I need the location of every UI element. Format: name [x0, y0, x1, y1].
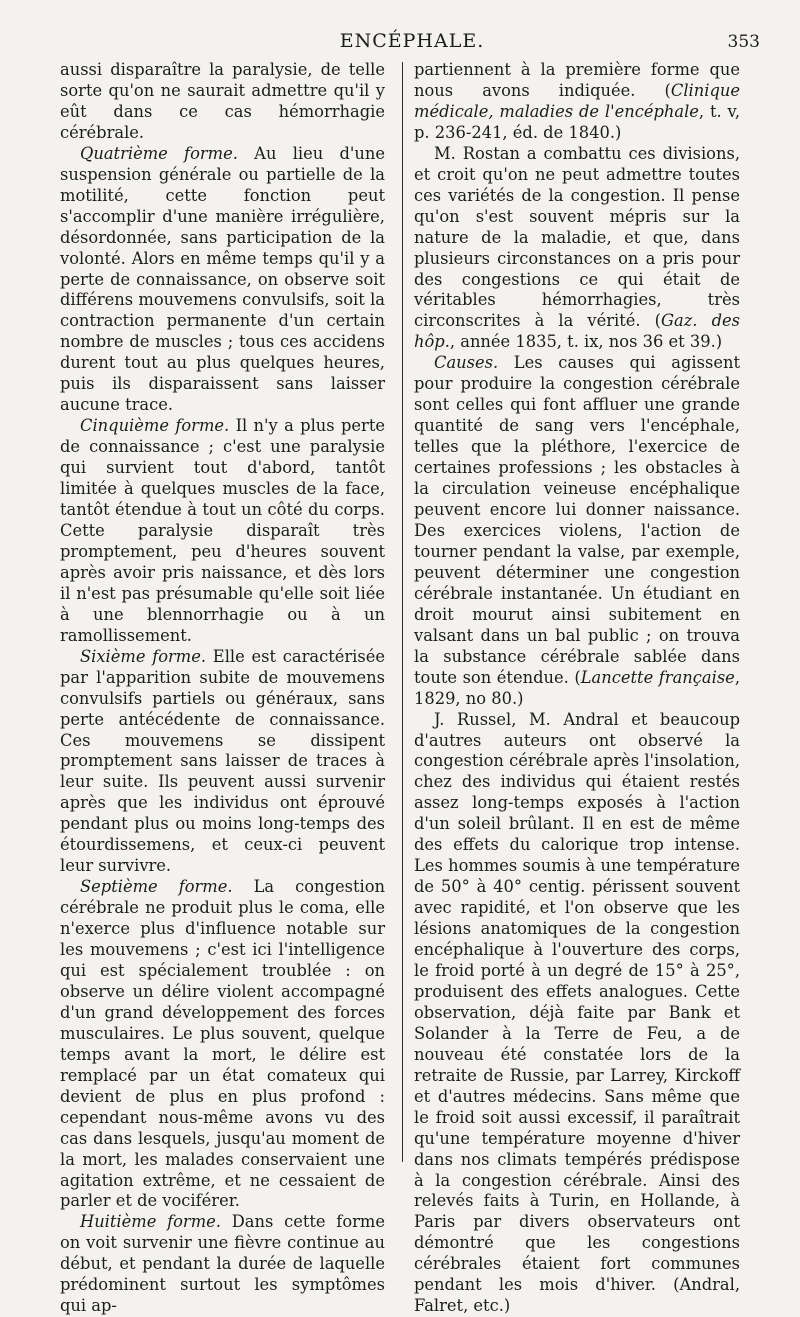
left-column	[60, 60, 385, 1317]
paragraph-text: Les causes qui agissent pour produire la congestion cérébrale sont celles qui font affluer une grande quantité de sang vers l'encéphale, telles que la pléthore, l'exercice de certaines professions ; les obstacles à la circulation veineuse encéphalique peuvent encore lui donner naissance. Des exercices violens, l'action de tourner pendant la valse, par exemple, peuvent déterminer une congestion cérébrale instantanée. Un étudiant en droit mourut ainsi subitement en valsant dans un bal public ; on trouva la substance cérébrale sablée dans toute son étendue. (	[414, 353, 740, 687]
paragraph-text: Dans cette forme on voit survenir une fièvre continue au début, et pendant la durée de laquelle prédominent surtout les symptômes qui ap-	[60, 1212, 385, 1316]
column-divider	[402, 62, 403, 1162]
left-paragraph	[60, 877, 385, 1212]
page-header	[60, 30, 764, 58]
paragraph-text: , t. v, p. 236-241, éd. de 1840.)	[414, 101, 741, 142]
paragraph-text: Il n'y a plus perte de connaissance ; c'est une paralysie qui survient tout d'abord, tantôt limitée à quelques muscles de la face, tantôt étendue à tout un côté du corps. Cette paralysie disparaît très promptement, peu d'heures souvent après avoir pris naissance, et dès lors il n'est pas présumable qu'elle soit liée à une blennorrhagie ou à un ramollissement.	[60, 416, 385, 645]
section-heading: Sixième forme.	[80, 646, 207, 666]
section-heading: Cinquième forme.	[80, 416, 230, 436]
right-paragraph	[414, 144, 740, 354]
right-paragraph	[414, 353, 740, 709]
right-paragraph	[414, 710, 740, 1317]
italic-reference: Clinique médicale, maladies de l'encéphale	[414, 80, 740, 121]
section-heading: Huitième forme.	[80, 1212, 221, 1232]
paragraph-text: J. Russel, M. Andral et beaucoup d'autres auteurs ont observé la congestion cérébrale après l'insolation, chez des individus qui étaient restés assez long-temps exposés à l'action d'un soleil brûlant. Il en est de même des effets du calorique trop intense. Les hommes soumis à une température de 50° à 40° centig. périssent souvent avec rapidité, et l'on observe que les lésions anatomiques de la congestion encéphalique à l'ouverture des corps, le froid porté à un degré de 15° à 25°, produisent des effets analogues. Cette observation, déjà faite par Bank et Solander à la Terre de Feu, a de nouveau été constatée lors de la retraite de Russie, par Larrey, Kirckoff et d'autres médecins. Sans même que le froid soit aussi excessif, il paraîtrait qu'une température moyenne d'hiver dans nos climats tempérés prédispose à la congestion cérébrale. Ainsi des relevés faits à Turin, en Hollande, à Paris par divers observateurs ont démontré que les congestions cérébrales étaient fort communes pendant les mois d'hiver. (Andral, Falret, etc.)	[414, 709, 740, 1316]
left-paragraph	[60, 416, 385, 646]
italic-reference: Lancette française	[580, 667, 735, 687]
section-heading: Septième forme.	[80, 877, 233, 897]
paragraph-text: , 1829, no 80.)	[414, 667, 740, 708]
right-paragraph	[414, 60, 740, 144]
page-number: 353	[727, 32, 760, 52]
italic-reference: Gaz. des hôp.	[414, 311, 740, 352]
paragraph-text: , année 1835, t. ix, nos 36 et 39.)	[449, 332, 723, 352]
left-paragraph	[60, 60, 385, 144]
paragraph-text: M. Rostan a combattu ces divisions, et croit qu'on ne peut admettre toutes ces variétés de la congestion. Il pense qu'on s'est souvent mépris sur la nature de la maladie, et que, dans plusieurs circonstances on a pris pour des congestions ce qui était de véritables hémorrhagies, très circonscrites à la vérité. (	[414, 143, 740, 331]
paragraph-text: partiennent à la première forme que nous avons indiquée. (	[414, 60, 740, 100]
left-paragraph	[60, 1212, 385, 1317]
paragraph-text: La congestion cérébrale ne produit plus le coma, elle n'exerce plus d'influence notable sur les mouvemens ; c'est ici l'intelligence qui est spécialement troublée : on observe un délire violent accompagné d'un grand développement des forces musculaires. Le plus souvent, quelque temps avant la mort, le délire est remplacé par un état comateux qui devient de plus en plus profond : cependant nous-même avons vu des cas dans lesquels, jusqu'au moment de la mort, les malades conservaient une agitation extrême, et ne cessaient de parler et de vociférer.	[60, 877, 385, 1211]
right-column	[414, 60, 740, 1317]
section-heading: Quatrième forme.	[80, 143, 238, 163]
running-title: ENCÉPHALE.	[339, 30, 485, 52]
paragraph-text: Elle est caractérisée par l'apparition subite de mouvemens convulsifs partiels ou généraux, sans perte antécédente de connaissance. Ces mouvemens se dissipent promptement sans laisser de traces à leur suite. Ils peuvent aussi survenir après que les individus ont éprouvé pendant plus ou moins long-temps des étourdissemens, et ceux-ci peuvent leur survivre.	[60, 646, 385, 876]
italic-reference: Causes.	[434, 353, 499, 373]
left-paragraph	[60, 144, 385, 416]
paragraph-text: aussi disparaître la paralysie, de telle sorte qu'on ne saurait admettre qu'il y eût dans ce cas hémorrhagie cérébrale.	[60, 60, 385, 142]
paragraph-text: Au lieu d'une suspension générale ou partielle de la motilité, cette fonction peut s'accomplir d'une manière irrégulière, désordonnée, sans participation de la volonté. Alors en même temps qu'il y a perte de connaissance, on observe soit différens mouvemens convulsifs, soit la contraction permanente d'un certain nombre de muscles ; tous ces accidens durent tout au plus quelques heures, puis ils disparaissent sans laisser aucune trace.	[60, 143, 386, 415]
left-paragraph	[60, 647, 385, 877]
